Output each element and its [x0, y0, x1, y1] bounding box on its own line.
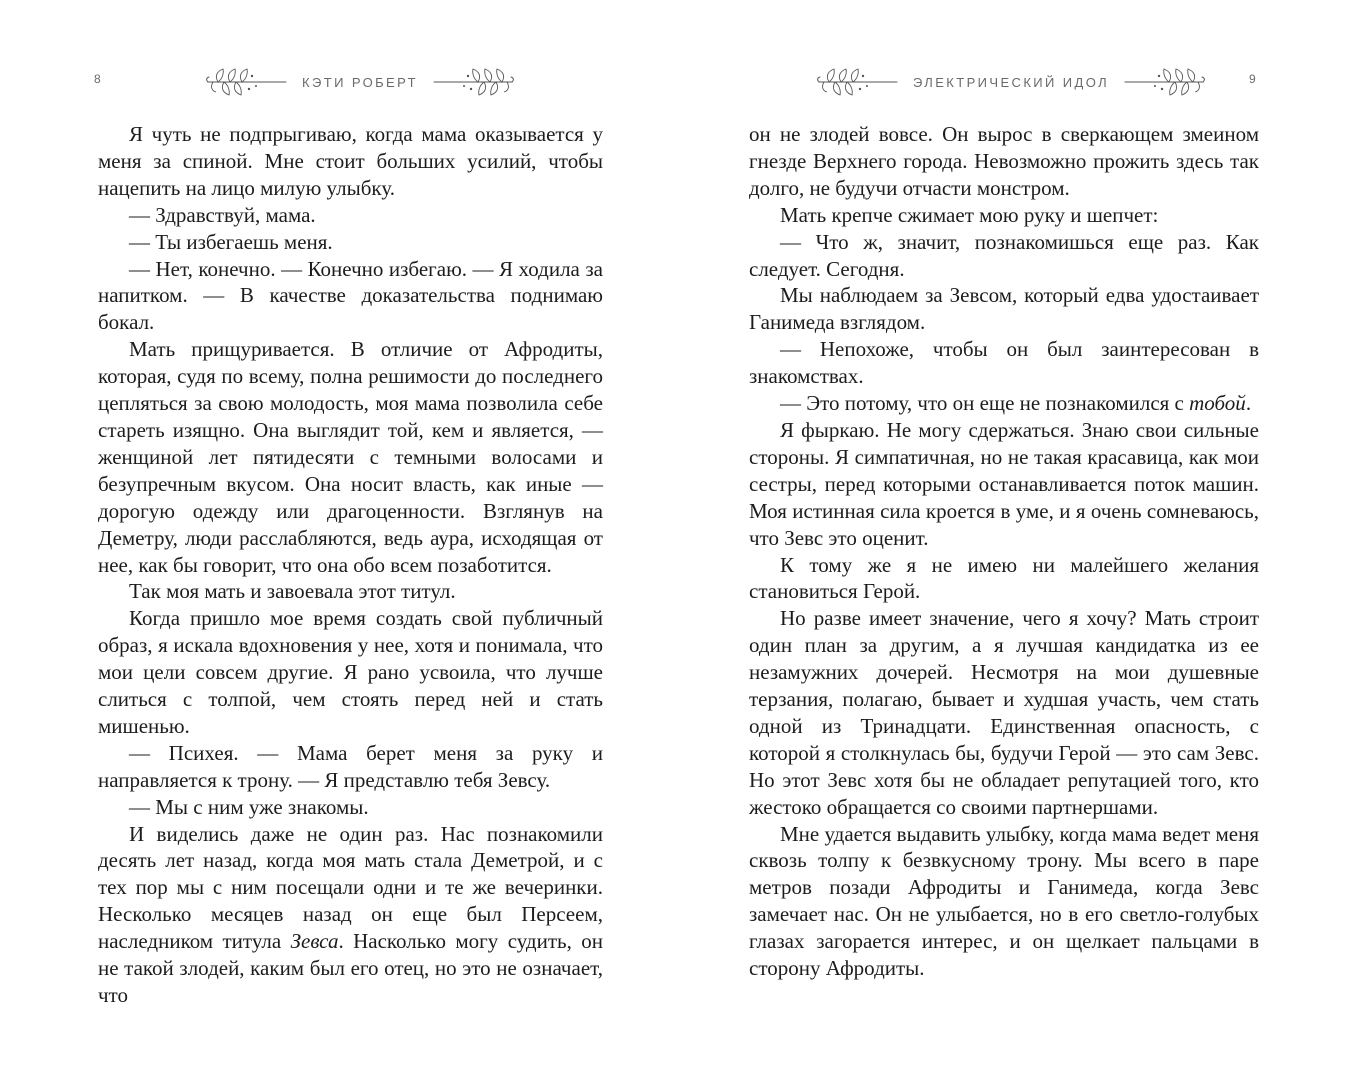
paragraph: Так моя мать и завоевала этот титул. — [129, 579, 456, 604]
right-page-text — [749, 121, 1259, 982]
right-page-header — [806, 58, 1216, 106]
paragraph: — Ты избегаешь меня. — [129, 229, 333, 254]
paragraph: Когда пришло мое время создать свой публичный образ, я искала вдохновения у нее, хотя и понимала, что мои цели совсем другие. Я рано усвоила, что лучше слиться с толпой, чем стоять перед ней и стать мишенью. — [98, 606, 603, 738]
paragraph: Мне удается выдавить улыбку, когда мама ведет меня сквозь толпу к безвкусному трону. Мы всего в паре метров позади Афродиты и Ганимеда, когда Зевс замечает нас. Он не улыбается, но в его светло-голубых глазах загорается интерес, и он щелкает пальцами в сторону Афродиты. — [749, 821, 1259, 981]
paragraph: — Здравствуй, мама. — [129, 202, 316, 227]
italic-run: Зевса — [290, 929, 339, 954]
right-page-number: 9 — [1249, 72, 1256, 86]
paragraph: Мы наблюдаем за Зевсом, который едва удостаивает Ганимеда взглядом. — [749, 283, 1259, 335]
paragraph: — Психея. — Мама берет меня за руку и направляется к трону. — Я представлю тебя Зевсу. — [98, 740, 603, 792]
text-run: И виделись даже не один раз. Нас познакомили десять лет назад, когда моя мать стала Деметрой, и с тех пор мы с ним посещали одни и те же вечеринки. Несколько месяцев назад он еще был Персеем, наследником титула — [98, 821, 603, 954]
paragraph-with-italic — [749, 390, 1259, 417]
paragraph-with-italic — [98, 821, 603, 1009]
italic-run: тобой — [1189, 391, 1246, 416]
left-sprig-icon — [204, 65, 288, 99]
paragraph: К тому же я не имею ни малейшего желания становиться Герой. — [749, 552, 1259, 604]
paragraph: Но разве имеет значение, чего я хочу? Мать строит один план за другим, а я лучшая кандидатка из ее незамужних дочерей. Несмотря на мои душевные терзания, полагаю, бывает и худшая участь, чем стать одной из Тринадцати. Единственная опасность, с которой я столкнулась бы, будучи Герой — это сам Зевс. Но этот Зевс хотя бы не обладает репутацией того, кто жестоко обращается со своими партнершами. — [749, 606, 1259, 819]
right-page — [674, 0, 1348, 1080]
paragraph: Мать прищуривается. В отличие от Афродиты, которая, судя по всему, полна решимости до последнего цепляться за свою молодость, моя мама позволила себе стареть изящно. Она выглядит той, кем и является, — женщиной лет пятидесяти с темными волосами и безупречным вкусом. Она носит власть, как иные — дорогую одежду или драгоценности. Взглянув на Деметру, люди расслабляются, ведь аура, исходящая от нее, как бы говорит, что она обо всем позаботится. — [98, 337, 603, 577]
left-sprig-mirror-icon — [432, 65, 516, 99]
paragraph: Мать крепче сжимает мою руку и шепчет: — [780, 202, 1159, 227]
paragraph: — Нет, конечно. — Конечно избегаю. — Я ходила за напитком. — В качестве доказательства поднимаю бокал. — [98, 256, 603, 335]
right-sprig-icon — [815, 65, 899, 99]
paragraph: Я чуть не подпрыгиваю, когда мама оказывается у меня за спиной. Мне стоит больших усилий, чтобы нацепить на лицо милую улыбку. — [98, 122, 603, 200]
continuation-paragraph: он не злодей вовсе. Он вырос в сверкающем змеином гнезде Верхнего города. Невозможно прожить здесь так долго, не будучи отчасти монстром. — [749, 122, 1259, 200]
right-running-title: ЭЛЕКТРИЧЕСКИЙ ИДОЛ — [912, 74, 1110, 90]
left-page-header — [190, 58, 530, 106]
left-running-title: КЭТИ РОБЕРТ — [302, 74, 418, 90]
paragraph: — Непохоже, чтобы он был заинтересован в знакомствах. — [749, 337, 1259, 389]
text-run: . Насколько могу судить, он не такой злодей, каким был его отец, но это не означает, что — [98, 929, 603, 1007]
right-sprig-mirror-icon — [1123, 65, 1207, 99]
paragraph: — Мы с ним уже знакомы. — [129, 794, 369, 819]
left-page-number: 8 — [94, 72, 101, 86]
left-page-text — [98, 121, 603, 1009]
paragraph: — Что ж, значит, познакомишься еще раз. Как следует. Сегодня. — [749, 229, 1259, 281]
text-run: . — [1245, 391, 1252, 416]
text-run: — Это потому, что он еще не познакомился с — [780, 391, 1190, 416]
paragraph: Я фыркаю. Не могу сдержаться. Знаю свои сильные стороны. Я симпатичная, но не такая красавица, как мои сестры, перед которыми останавливается поток машин. Моя истинная сила кроется в уме, и я очень сомневаюсь, что Зевс это оценит. — [749, 417, 1259, 550]
